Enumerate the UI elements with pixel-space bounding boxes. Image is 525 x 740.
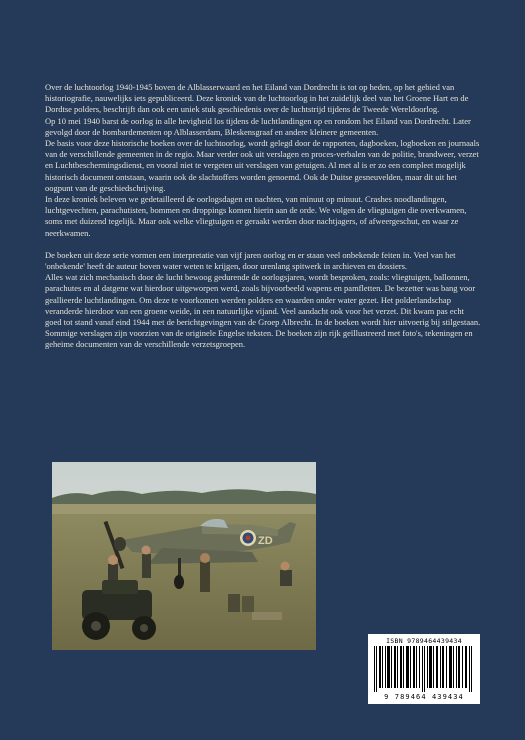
paragraph-sources: De basis voor deze historische boeken over de luchtoorlog, wordt gelegd door de rapporten, dagboeken, logboeken en journaals van de verschillende gemeenten in de regio. Maar verder ook uit verslagen en proces-verbalen van de politie, brandweer, verzet en Luchtbeschermingsdienst, en vooral niet te vergeten uit verslagen van getuigen. Al met al is er zo een compleet mogelijk historisch document ontstaan, waarin ook de slachtoffers worden genoemd. Ook de Duitse gesneuvelden, maar dit uit het oogpunt van de geschiedschrijving. (45, 138, 480, 193)
blurb-text (45, 82, 482, 351)
paragraph-intro: Over de luchtoorlog 1940-1945 boven de Alblasserwaard en het Eiland van Dordrecht is tot op heden, op het gebied van historiografie, nauwelijks iets gepubliceerd. Deze kroniek van de luchtoorlog in het zuidelijk deel van het Groene Hart en de Dordtse polders, beschrijft dan ook een uniek stuk geschiedenis over de luchtstrijd tijdens de Tweede Wereldoorlog. (45, 82, 469, 115)
aircraft-code: ZD (258, 535, 273, 547)
paragraph-aviation: Alles wat zich mechanisch door de lucht bewoog gedurende de oorlogsjaren, wordt besproken, zoals: vliegtuigen, ballonnen, parachutes en al datgene wat hierdoor uitgeworpen werd, zoals bijvoorbeeld wapens en pamfletten. De bezetter was bang voor geallieerde luchtlandingen. Om deze te voorkomen werden polders en waarden onder water gezet. Het polderlandschap veranderde hierdoor van een groene weide, in een natuurlijke vijand. Veel aandacht ook voor het verzet. Dit kwam pas echt goed tot stand vanaf eind 1944 met de berichtgevingen van de Groep Albrecht. In de boeken wordt hier uitvoerig bij stilgestaan. (45, 272, 481, 328)
barcode-icon (374, 646, 474, 692)
paragraph-may-1940: Op 10 mei 1940 barst de oorlog in alle hevigheid los tijdens de luchtlandingen op en rondom het Eiland van Dordrecht. Later gevolgd door de bombardementen op Alblasserdam, Bleskensgraaf en andere kleinere gemeenten. (45, 115, 471, 137)
isbn-barcode (368, 634, 480, 704)
spitfire-photo (52, 462, 316, 650)
paragraph-series: De boeken uit deze serie vormen een interpretatie van vijf jaren oorlog en er staan veel onbekende feiten in. Veel van het 'onbekende' heeft de auteur boven water weten te krijgen, door urenlang spitwerk in archieven en dossiers. (45, 249, 456, 272)
isbn-label: ISBN 9789464439434 (386, 637, 462, 645)
paragraph-english-texts: Sommige verslagen zijn voorzien van de originele Engelse teksten. De boeken zijn rijk geïllustreerd met foto's, tekeningen en geheime documenten van de verschillende verzetsgroepen. (45, 328, 473, 350)
paragraph-chronicle: In deze kroniek beleven we gedetailleerd de oorlogsdagen en nachten, van minuut op minuut. Crashes noodlandingen, luchtgevechten, parachutisten, bommen en droppings komen hierin aan de orde. We volgen de vliegtuigen die overkwamen, soms met duizend tegelijk. Maar ook welke vliegtuigen er geraakt werden door nachtjagers, of afweergeschut, en waar ze neerkwamen. (45, 194, 467, 238)
barcode-digits: 9 789464 439434 (384, 693, 464, 701)
